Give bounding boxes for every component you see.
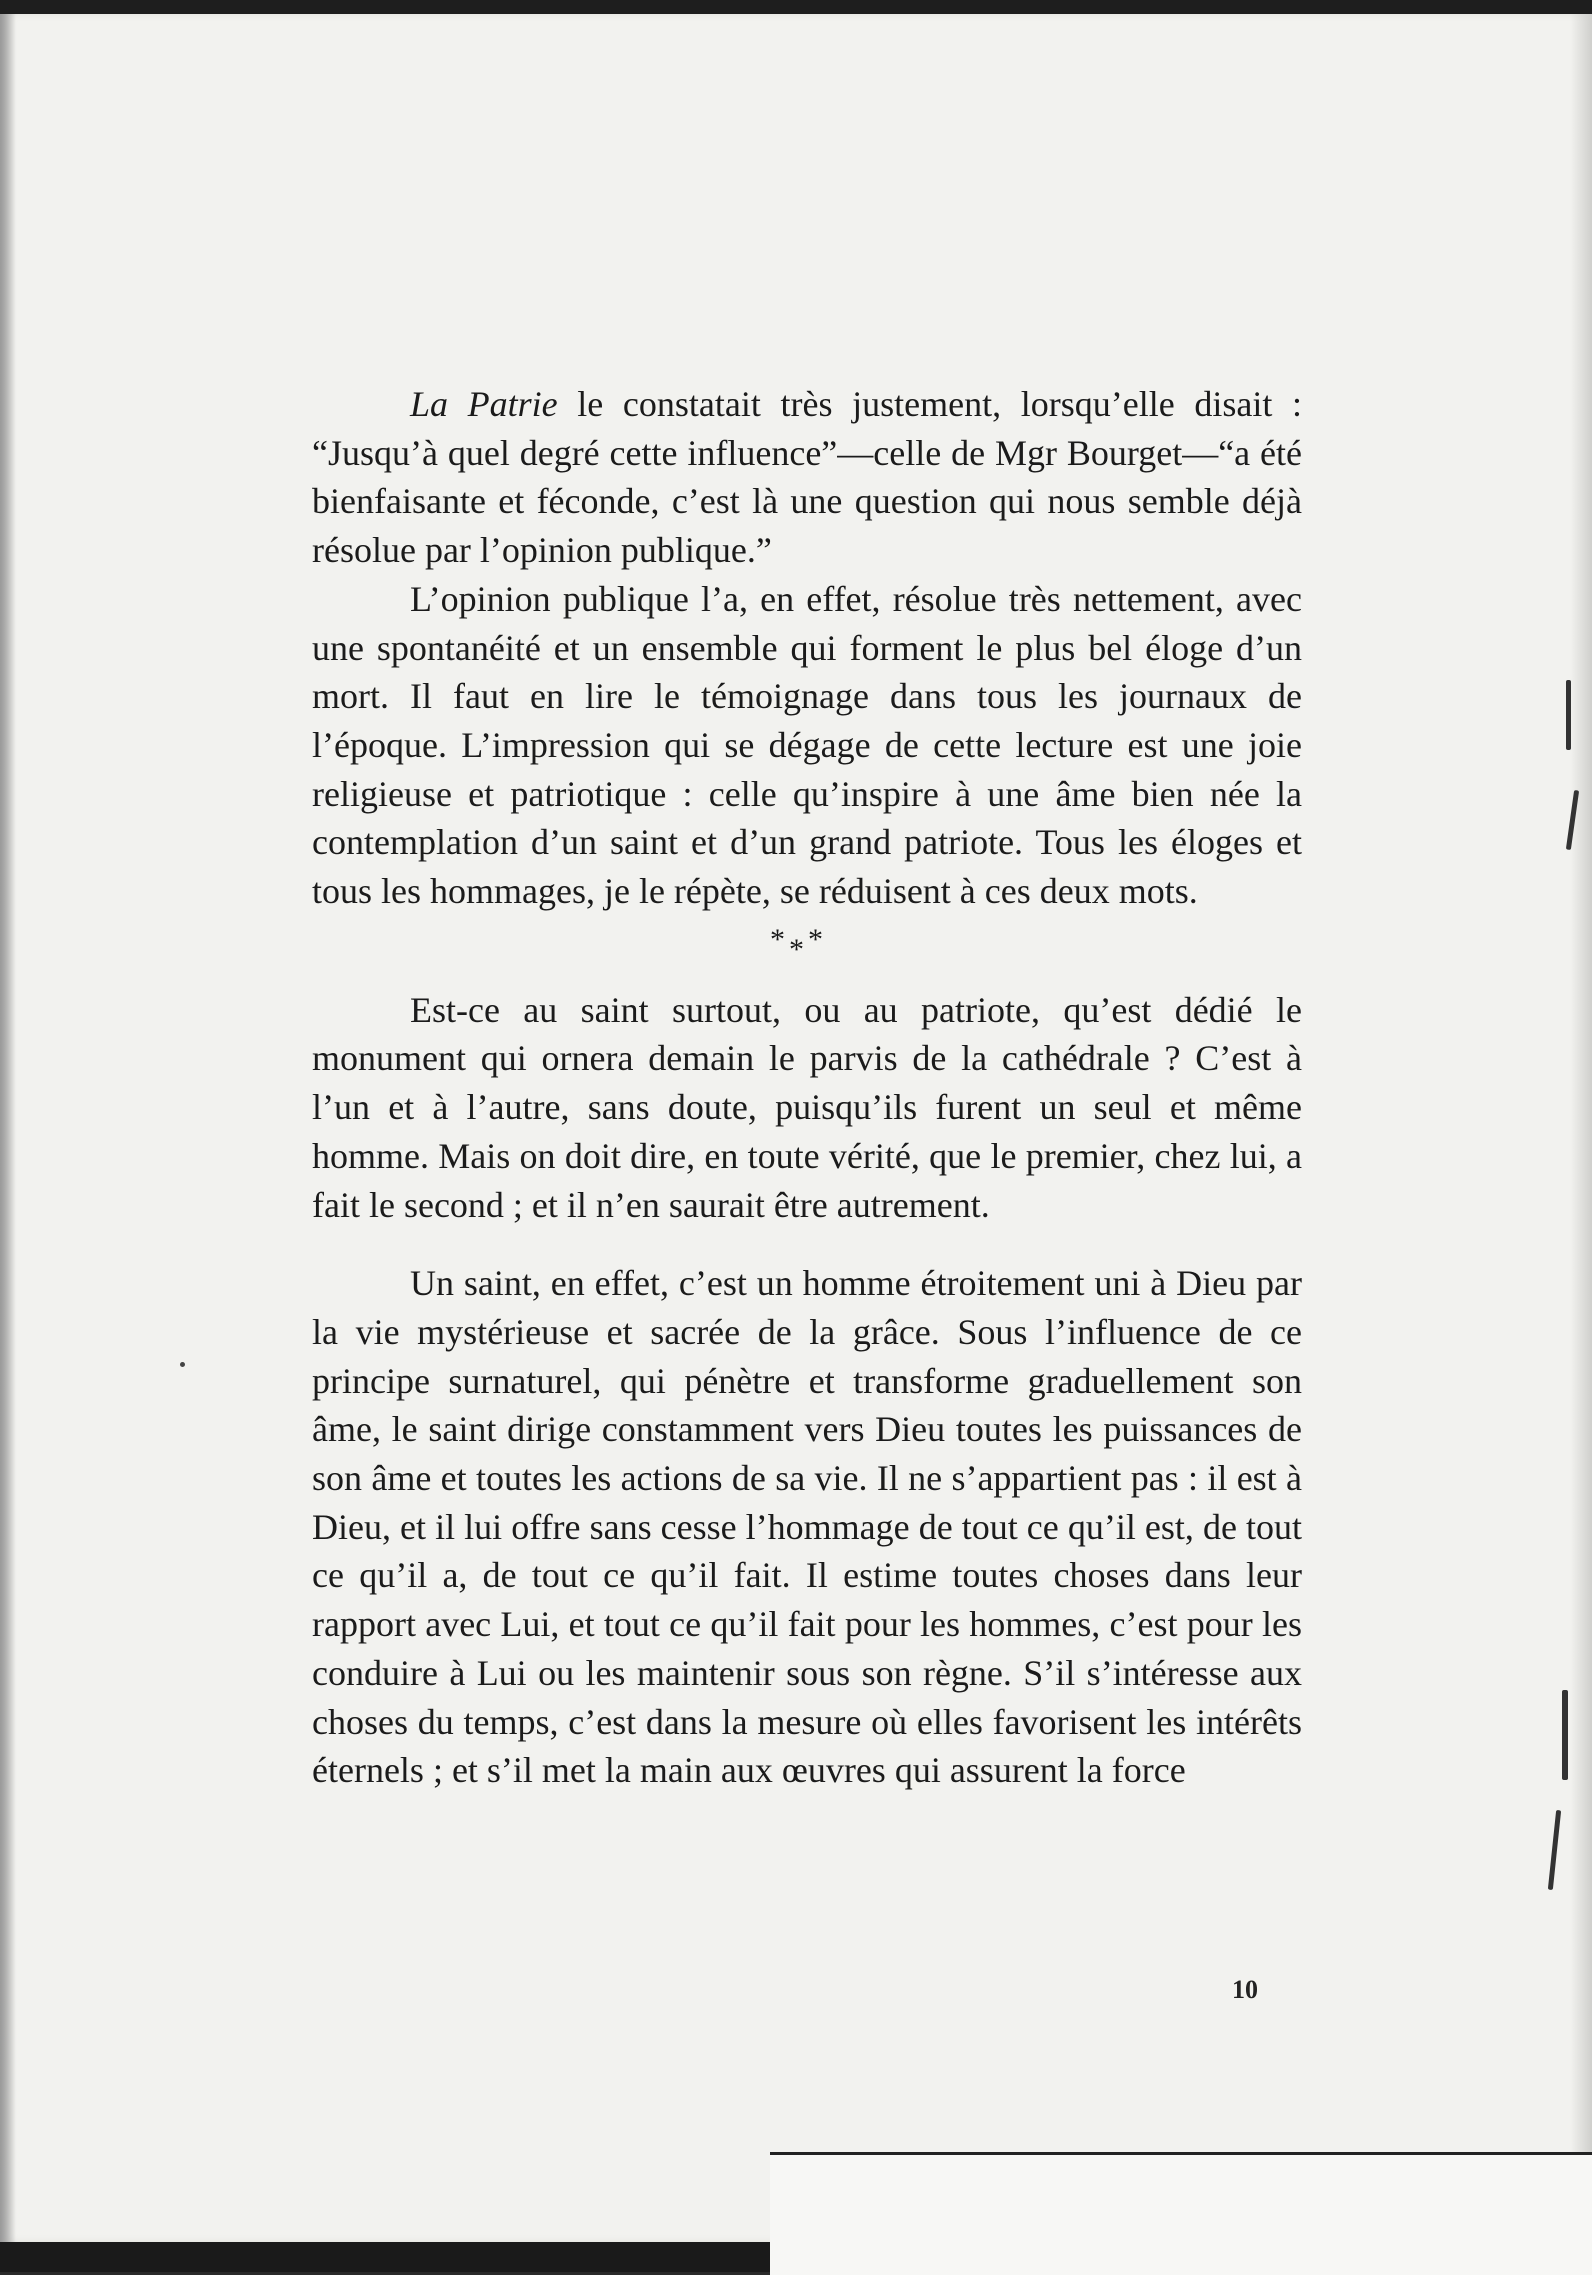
page-number: 10 bbox=[1232, 1975, 1258, 2004]
paragraph-1-text: le constatait très justement, lorsqu’elle disait : “Jusqu’à quel degré cette influence”—celle de Mgr Bourget—“a été bienfaisante et féconde, c’est là une question qui nous semble déjà résolue par l’opinion publique.” bbox=[312, 384, 1302, 571]
newspaper-title: La Patrie bbox=[410, 384, 558, 424]
scan-mark bbox=[1566, 680, 1571, 750]
scan-mark bbox=[1562, 1690, 1568, 1780]
asterisk-middle: * bbox=[789, 932, 804, 966]
paragraph-4: Un saint, en effet, c’est un homme étroitement uni à Dieu par la vie mystérieuse et sacrée de la grâce. Sous l’influence de ce principe surnaturel, qui pénètre et transforme graduellement son âme, le saint dirige constamment vers Dieu toutes les puissances de son âme et toutes les actions de sa vie. Il ne s’appartient pas : il est à Dieu, et il lui offre sans cesse l’hommage de tout ce qu’il est, de tout ce qu’il a, de tout ce qu’il fait. Il estime toutes choses dans leur rapport avec Lui, et tout ce qu’il fait pour les hommes, c’est pour les conduire à Lui ou les maintenir sous son règne. S’il s’intéresse aux choses du temps, c’est dans la mesure où elles favorisent les intérêts éternels ; et s’il met la main aux œuvres qui assurent la force bbox=[312, 1263, 1302, 1791]
asterisk-left: * bbox=[770, 922, 785, 956]
paragraph-3: Est-ce au saint surtout, ou au patriote, qu’est dédié le monument qui ornera demain le parvis de la cathédrale ? C’est à l’un et à l’autre, sans doute, puisqu’ils furent un seul et même homme. Mais on doit dire, en toute vérité, que le premier, chez lui, a fait le second ; et il n’en saurait être autrement. bbox=[312, 989, 1302, 1225]
paragraph-2: L’opinion publique l’a, en effet, résolue très nettement, avec une spontanéité et un ensemble qui forment le plus bel éloge d’un mort. Il faut en lire le témoignage dans tous les journaux de l’époque. L’impression qui se dégage de cette lecture est une joie religieuse et patriotique : celle qu’inspire à une âme bien née la contemplation d’un saint et d’un grand patriote. Tous les éloges et tous les hommages, je le répète, se réduisent à ces deux mots. bbox=[312, 578, 1302, 912]
section-break bbox=[312, 916, 1302, 986]
body-text bbox=[312, 380, 1302, 1795]
paragraph-1 bbox=[312, 380, 1302, 575]
scan-speck bbox=[180, 1362, 185, 1367]
page-right-edge bbox=[1570, 14, 1592, 2242]
asterisk-right: * bbox=[808, 922, 823, 956]
page-gutter-shadow bbox=[0, 14, 16, 2242]
next-page-edge bbox=[770, 2152, 1592, 2275]
